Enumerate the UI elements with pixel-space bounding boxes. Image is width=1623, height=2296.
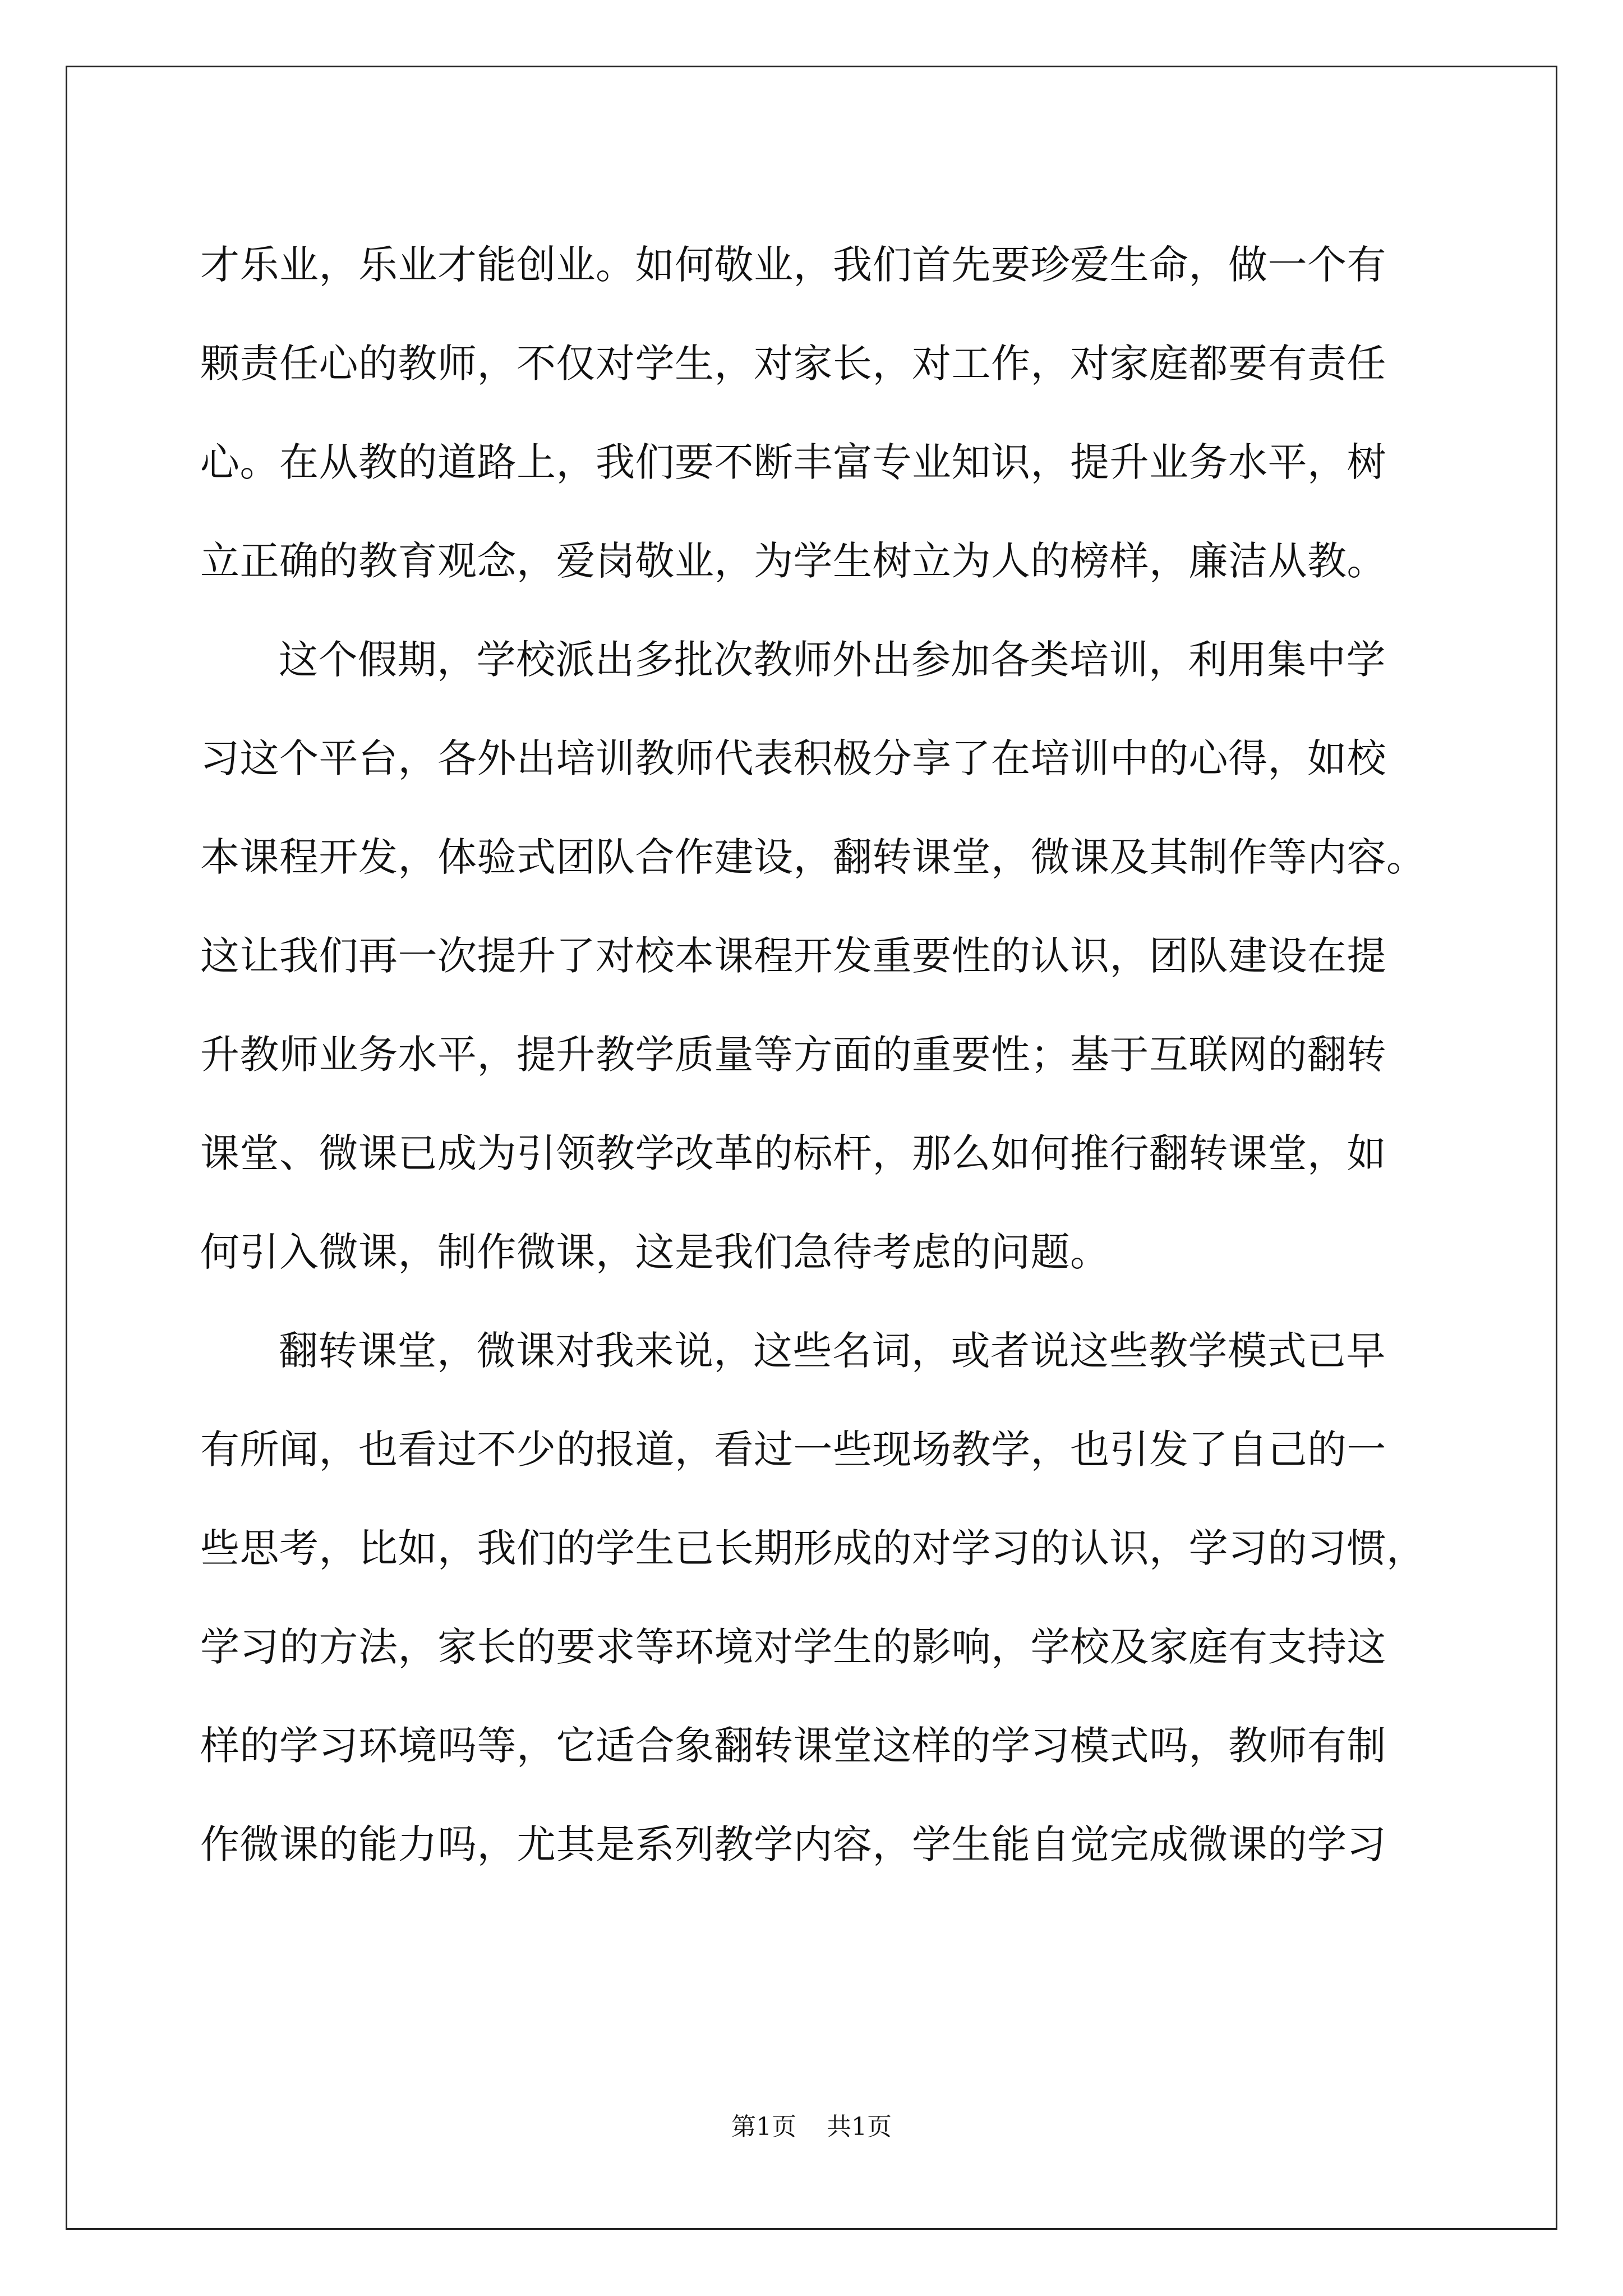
text-line: 立正确的教育观念，爱岗敬业，为学生树立为人的榜样，廉洁从教。 [200, 538, 1386, 584]
text-line: 心。在从教的道路上，我们要不断丰富专业知识，提升业务水平，树 [200, 439, 1386, 485]
paragraph-start-line: 翻转课堂，微课对我来说，这些名词，或者说这些教学模式已早 [279, 1328, 1386, 1374]
text-line: 这让我们再一次提升了对校本课程开发重要性的认识，团队建设在提 [200, 933, 1386, 979]
text-line: 何引入微课，制作微课，这是我们急待考虑的问题。 [200, 1229, 1110, 1275]
text-line: 样的学习环境吗等，它适合象翻转课堂这样的学习模式吗，教师有制 [200, 1723, 1386, 1769]
text-line: 有所闻，也看过不少的报道，看过一些现场教学，也引发了自己的一 [200, 1427, 1386, 1473]
page-total: 共1页 [827, 2113, 892, 2141]
text-line: 习这个平台，各外出培训教师代表积极分享了在培训中的心得，如校 [200, 735, 1386, 781]
text-line: 颗责任心的教师，不仅对学生，对家长，对工作，对家庭都要有责任 [200, 341, 1386, 386]
text-line: 学习的方法，家长的要求等环境对学生的影响，学校及家庭有支持这 [200, 1624, 1386, 1670]
text-line: 才乐业，乐业才能创业。如何敬业，我们首先要珍爱生命，做一个有 [200, 242, 1386, 288]
page-footer [0, 2110, 1623, 2144]
document-body [200, 215, 1434, 1894]
text-line: 课堂、微课已成为引领教学改革的标杆，那么如何推行翻转课堂，如 [200, 1130, 1386, 1176]
text-line: 本课程开发，体验式团队合作建设，翻转课堂，微课及其制作等内容。 [200, 834, 1426, 880]
text-line: 升教师业务水平，提升教学质量等方面的重要性；基于互联网的翻转 [200, 1032, 1386, 1078]
paragraph-start-line: 这个假期，学校派出多批次教师外出参加各类培训，利用集中学 [279, 637, 1386, 683]
page-number: 第1页 [731, 2113, 796, 2141]
text-line: 作微课的能力吗，尤其是系列教学内容，学生能自觉完成微课的学习 [200, 1821, 1386, 1867]
text-line: 些思考，比如，我们的学生已长期形成的对学习的认识，学习的习惯， [200, 1525, 1426, 1571]
